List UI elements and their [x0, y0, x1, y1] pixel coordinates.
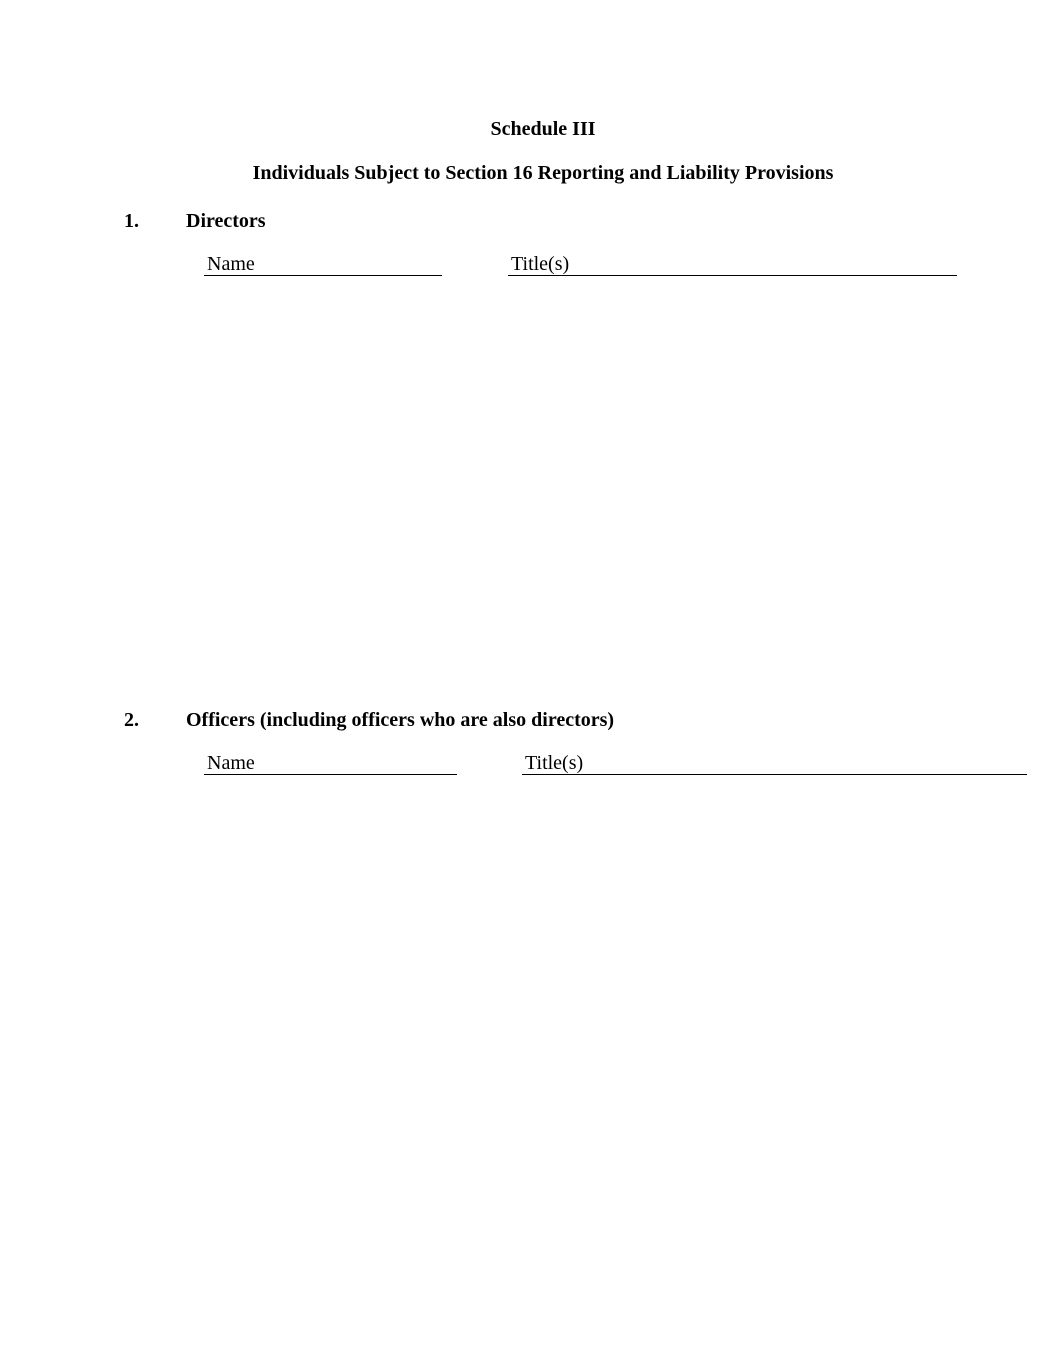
section-number: 2. — [124, 709, 139, 731]
column-header-name: Name — [204, 253, 442, 276]
schedule-title: Schedule III — [490, 118, 596, 140]
column-header-titles: Title(s) — [522, 752, 1027, 775]
schedule-subtitle: Individuals Subject to Section 16 Reporting and Liability Provisions — [252, 162, 834, 184]
column-header-titles: Title(s) — [508, 253, 957, 276]
column-header-name: Name — [204, 752, 457, 775]
section-number: 1. — [124, 210, 139, 232]
section-title: Officers (including officers who are also directors) — [186, 709, 615, 731]
section-title: Directors — [186, 210, 266, 232]
